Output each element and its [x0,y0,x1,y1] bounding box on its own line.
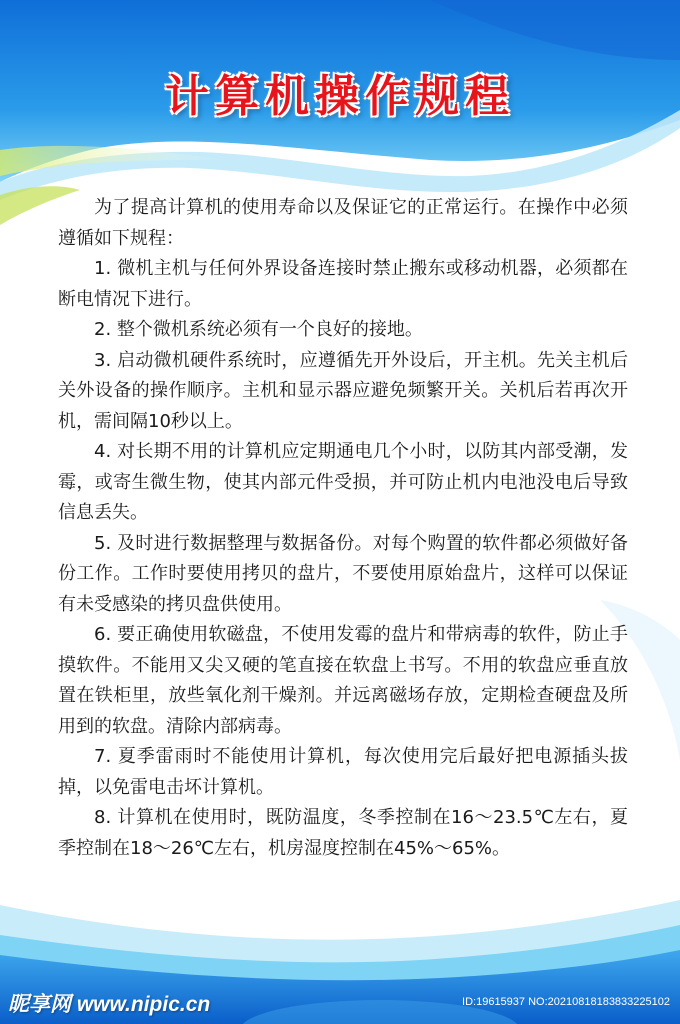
rules-body [58,193,628,864]
intro-paragraph: 为了提高计算机的使用寿命以及保证它的正常运行。在操作中必须遵循如下规程： [58,197,628,249]
rule-item: 6. 要正确使用软磁盘，不使用发霉的盘片和带病毒的软件，防止手摸软件。不能用又尖又硬的笔直接在软盘上书写。不用的软盘应垂直放置在铁柜里，放些氧化剂干燥剂。并远离磁场存放，定期检查硬盘及所用到的软盘。清除内部病毒。 [58,624,628,737]
rule-item: 2. 整个微机系统必须有一个良好的接地。 [94,319,423,340]
site-watermark: 昵享网 www.nipic.cn [8,993,211,1016]
rule-item: 5. 及时进行数据整理与数据备份。对每个购置的软件都必须做好备份工作。工作时要使用拷贝的盘片，不要使用原始盘片，这样可以保证有未受感染的拷贝盘供使用。 [58,532,628,615]
image-id-watermark: ID:19615937 NO:20210818183833225102 [462,996,670,1008]
rule-item: 8. 计算机在使用时，既防温度，冬季控制在16～23.5℃左右，夏季控制在18～26℃左右，机房湿度控制在45%～65%。 [58,807,628,859]
poster-title: 计算机操作规程 [165,71,515,122]
rule-item: 4. 对长期不用的计算机应定期通电几个小时，以防其内部受潮，发霉，或寄生微生物，使其内部元件受损，并可防止机内电池没电后导致信息丢失。 [58,441,628,523]
rule-item: 7. 夏季雷雨时不能使用计算机，每次使用完后最好把电源插头拔掉，以免雷电击坏计算机。 [58,746,628,798]
rule-item: 3. 启动微机硬件系统时，应遵循先开外设后，开主机。先关主机后关外设备的操作顺序。主机和显示器应避免频繁开关。关机后若再次开机，需间隔10秒以上。 [58,349,628,432]
rule-item: 1. 微机主机与任何外界设备连接时禁止搬东或移动机器，必须都在断电情况下进行。 [58,258,628,310]
